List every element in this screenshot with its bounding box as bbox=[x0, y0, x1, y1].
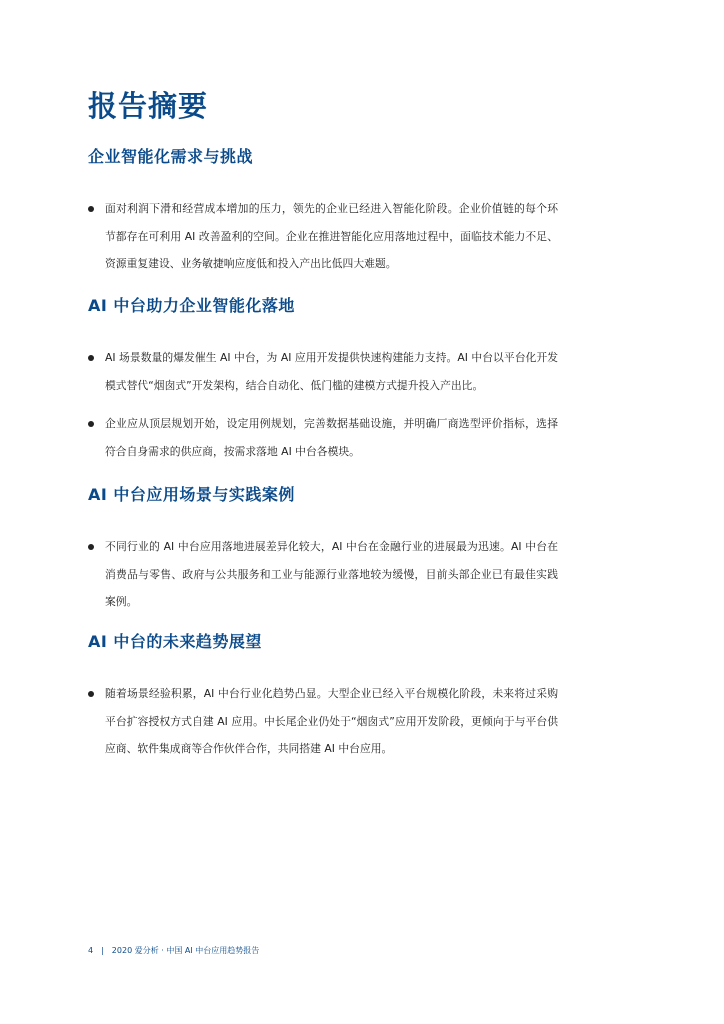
bullet-text: 不同行业的 AI 中台应用落地进展差异化较大，AI 中台在金融行业的进展最为迅速。AI 中台在消费品与零售、政府与公共服务和工业与能源行业落地较为缓慢，目前头部企业已有最佳实践案例。 bbox=[105, 540, 558, 608]
bullet-item bbox=[88, 533, 558, 616]
section-heading: 企业智能化需求与挑战 bbox=[88, 147, 254, 166]
bullet-item bbox=[88, 195, 558, 278]
section-ai-platform-landing bbox=[88, 294, 558, 465]
bullet-text: 面对利润下滑和经营成本增加的压力，领先的企业已经进入智能化阶段。企业价值链的每个环节都存在可利用 AI 改善盈利的空间。企业在推进智能化应用落地过程中，面临技术能力不足、资源重复建设、业务敏捷响应度低和投入产出比低四大难题。 bbox=[105, 202, 558, 270]
bullet-list bbox=[88, 680, 558, 763]
page-title: 报告摘要 bbox=[88, 89, 209, 123]
bullet-item bbox=[88, 344, 558, 399]
bullet-dot-icon bbox=[88, 544, 94, 550]
bullet-dot-icon bbox=[88, 421, 94, 427]
bullet-list bbox=[88, 344, 558, 465]
bullet-text: AI 场景数量的爆发催生 AI 中台，为 AI 应用开发提供快速构建能力支持。AI 中台以平台化开发模式替代“烟囱式”开发架构，结合自动化、低门槛的建模方式提升投入产出比。 bbox=[105, 351, 558, 392]
bullet-text: 随着场景经验积累，AI 中台行业化趋势凸显。大型企业已经入平台规模化阶段，未来将过采购平台扩容授权方式自建 AI 应用。中长尾企业仍处于“烟囱式”应用开发阶段，更倾向于与平台供应商、软件集成商等合作伙伴合作，共同搭建 AI 中台应用。 bbox=[105, 687, 558, 755]
bullet-list bbox=[88, 195, 558, 278]
section-heading: AI 中台助力企业智能化落地 bbox=[88, 296, 295, 315]
page-footer bbox=[88, 944, 259, 958]
section-heading: AI 中台应用场景与实践案例 bbox=[88, 485, 295, 504]
page-number: 4 bbox=[88, 946, 94, 955]
bullet-dot-icon bbox=[88, 691, 94, 697]
bullet-item bbox=[88, 410, 558, 465]
bullet-dot-icon bbox=[88, 355, 94, 361]
bullet-item bbox=[88, 680, 558, 763]
bullet-text: 企业应从顶层规划开始，设定用例规划，完善数据基础设施，并明确厂商选型评价指标，选择符合自身需求的供应商，按需求落地 AI 中台各模块。 bbox=[105, 417, 558, 458]
footer-separator: | bbox=[101, 946, 104, 955]
bullet-dot-icon bbox=[88, 206, 94, 212]
report-name: 2020 爱分析 · 中国 AI 中台应用趋势报告 bbox=[111, 946, 260, 955]
section-future-trends bbox=[88, 630, 558, 763]
section-heading: AI 中台的未来趋势展望 bbox=[88, 632, 262, 651]
bullet-list bbox=[88, 533, 558, 616]
section-enterprise-needs bbox=[88, 145, 558, 278]
section-application-scenarios bbox=[88, 483, 558, 616]
